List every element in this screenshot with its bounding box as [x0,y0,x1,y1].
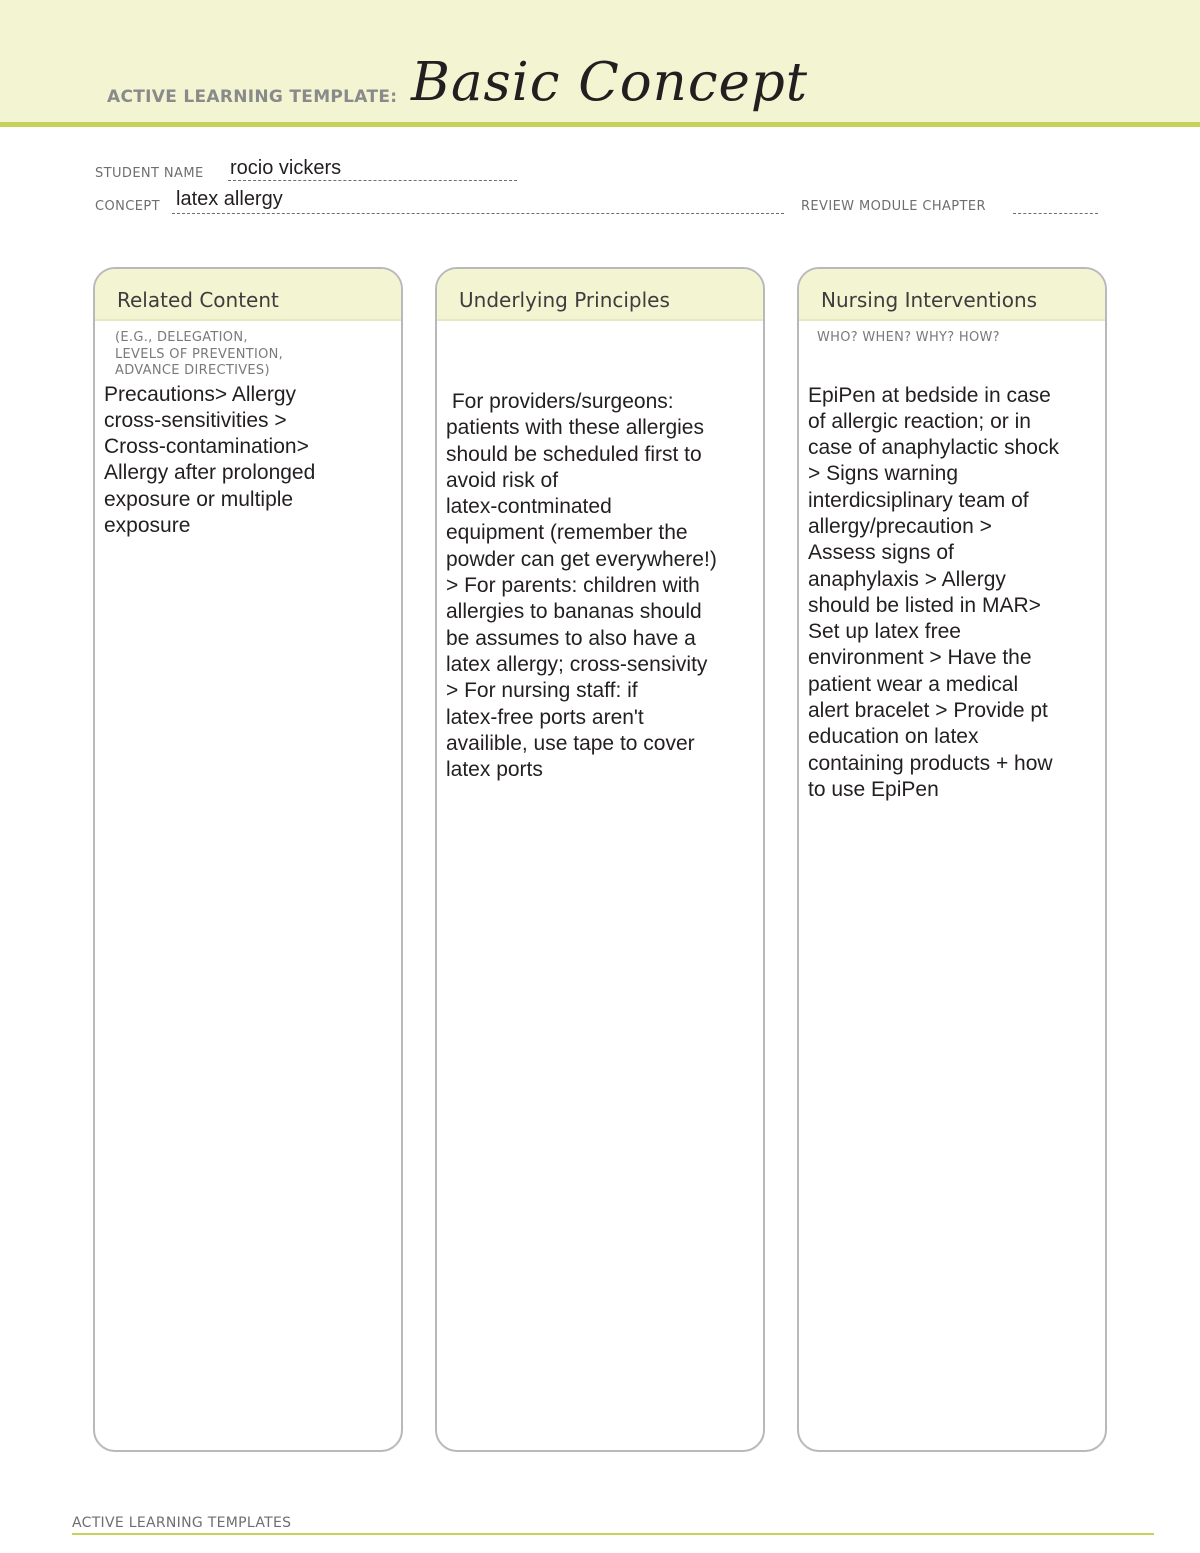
footer-label: ACTIVE LEARNING TEMPLATES [72,1515,292,1531]
review-module-line [1013,213,1098,214]
header-rule [0,122,1200,127]
student-name-label: STUDENT NAME [95,166,204,181]
template-label: ACTIVE LEARNING TEMPLATE: [107,87,398,107]
nursing-interventions-panel [797,267,1107,1452]
footer-rule [72,1533,1154,1535]
related-content-subtitle [95,330,401,380]
nursing-interventions-header [799,269,1105,321]
student-name-field[interactable]: rocio vickers [230,157,342,179]
related-content-panel [93,267,403,1452]
review-module-label: REVIEW MODULE CHAPTER [801,199,986,214]
related-content-text[interactable]: Precautions> Allergy cross-sensitivities > Cross-contamination> Allergy after prolonged exposure or multiple exposure [104,382,316,537]
underlying-principles-panel [435,267,765,1452]
student-name-line [228,180,517,181]
underlying-principles-header [437,269,763,321]
concept-field[interactable]: latex allergy [176,188,283,210]
subtitle-line: LEVELS OF PREVENTION, [115,346,284,362]
subtitle-line: (E.G., DELEGATION, [115,330,248,345]
page-title: Basic Concept [411,52,809,113]
related-content-title: Related Content [117,288,279,312]
underlying-principles-title: Underlying Principles [459,288,670,312]
concept-label: CONCEPT [95,199,160,214]
subtitle-line: ADVANCE DIRECTIVES) [115,363,270,378]
nursing-interventions-text[interactable]: EpiPen at bedside in case of allergic reaction; or in case of anaphylactic shock > Signs warning interdicsiplinary team of allergy/precaution > Assess signs of anaphylaxis > Allergy should be listed in MAR> Set up latex free environment > Have the patient wear a medical alert bracelet > Provide pt education on latex containing products + how to use EpiPen [808,383,1059,801]
nursing-interventions-subtitle: WHO? WHEN? WHY? HOW? [817,330,1000,345]
underlying-principles-text[interactable]: For providers/surgeons: patients with these allergies should be scheduled first to avoid risk of latex-contminated equipment (remember the powder can get everywhere!) > For parents: children with allergies to bananas should be assumes to also have a latex allergy; cross-sensivity > For nursing staff: if latex-free ports aren't availible, use tape to cover latex ports [446,390,717,782]
nursing-interventions-title: Nursing Interventions [821,288,1038,312]
related-content-header [95,269,401,321]
concept-line [172,213,784,214]
